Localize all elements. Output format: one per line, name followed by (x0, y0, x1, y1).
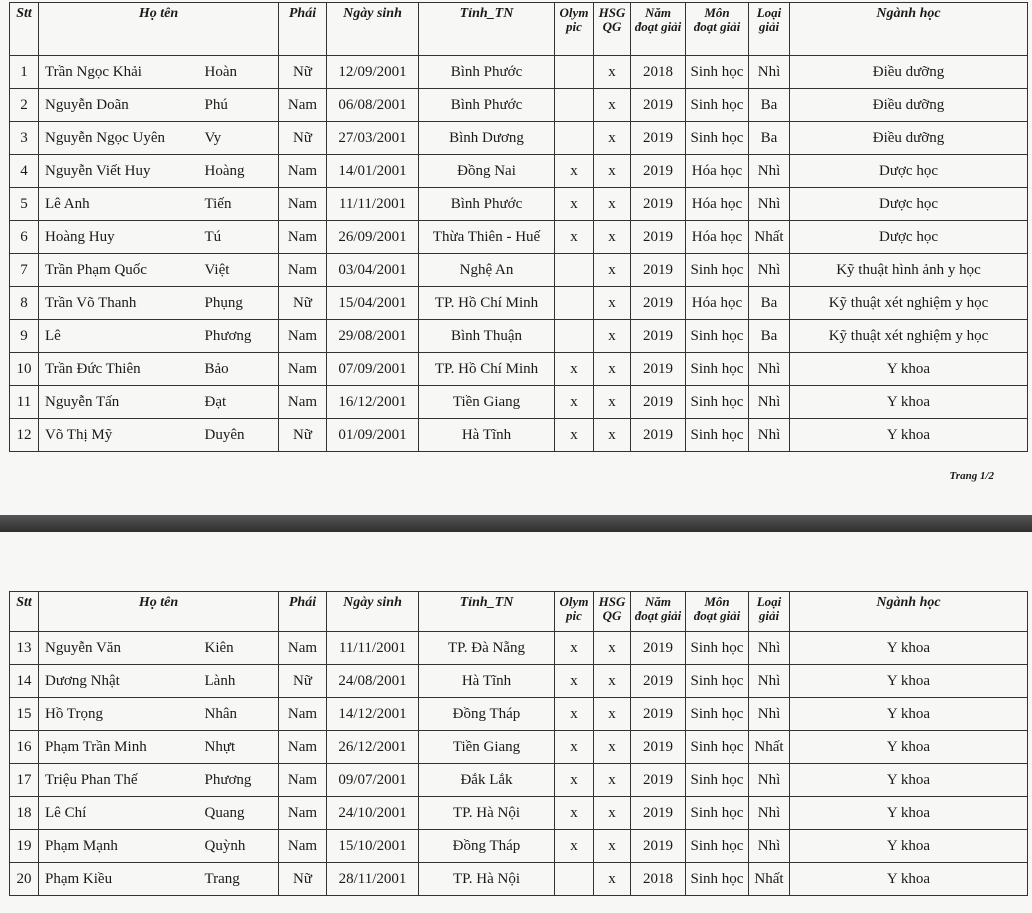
cell-olympic: x (555, 188, 594, 221)
page-divider (0, 515, 1032, 532)
cell-loai: Nhất (749, 731, 790, 764)
cell-ngay-sinh: 12/09/2001 (327, 56, 419, 89)
cell-nam: 2019 (631, 764, 686, 797)
cell-loai: Nhì (749, 155, 790, 188)
cell-ten: Duyên (199, 419, 279, 452)
cell-tinh: Nghệ An (419, 254, 555, 287)
cell-nganh: Điều dưỡng (790, 89, 1028, 122)
cell-stt: 11 (10, 386, 39, 419)
cell-olympic: x (555, 764, 594, 797)
cell-ngay-sinh: 07/09/2001 (327, 353, 419, 386)
cell-loai: Nhì (749, 698, 790, 731)
cell-mon: Sinh học (686, 863, 749, 896)
cell-ho: Nguyễn Tấn (39, 386, 199, 419)
table-row (10, 632, 1028, 665)
document-page-2 (0, 532, 1032, 913)
cell-stt: 19 (10, 830, 39, 863)
cell-ten: Tú (199, 221, 279, 254)
cell-mon: Sinh học (686, 632, 749, 665)
cell-stt: 2 (10, 89, 39, 122)
header-phai: Phái (279, 3, 327, 56)
cell-loai: Nhì (749, 56, 790, 89)
table-row (10, 188, 1028, 221)
cell-nam: 2019 (631, 89, 686, 122)
header-mon: Môn đoạt giải (686, 3, 749, 56)
header-olympic: Olym pic (555, 3, 594, 56)
cell-phai: Nam (279, 221, 327, 254)
cell-nam: 2019 (631, 386, 686, 419)
header-ho-ten: Họ tên (39, 592, 279, 632)
cell-mon: Hóa học (686, 188, 749, 221)
cell-tinh: TP. Hồ Chí Minh (419, 287, 555, 320)
cell-ho: Lê Chí (39, 797, 199, 830)
cell-tinh: TP. Hà Nội (419, 863, 555, 896)
cell-nam: 2019 (631, 665, 686, 698)
cell-olympic: x (555, 353, 594, 386)
cell-tinh: Tiền Giang (419, 731, 555, 764)
cell-ngay-sinh: 11/11/2001 (327, 188, 419, 221)
cell-nam: 2019 (631, 254, 686, 287)
cell-loai: Nhì (749, 353, 790, 386)
cell-phai: Nữ (279, 419, 327, 452)
cell-olympic: x (555, 632, 594, 665)
table-row (10, 287, 1028, 320)
cell-tinh: Đắk Lắk (419, 764, 555, 797)
cell-ho: Nguyễn Ngọc Uyên (39, 122, 199, 155)
table-header-row (10, 592, 1028, 632)
cell-ngay-sinh: 29/08/2001 (327, 320, 419, 353)
cell-loai: Nhì (749, 188, 790, 221)
cell-olympic (555, 122, 594, 155)
cell-hsg: x (594, 632, 631, 665)
table-body-page-1 (10, 56, 1028, 452)
table-row (10, 830, 1028, 863)
cell-ngay-sinh: 14/01/2001 (327, 155, 419, 188)
cell-ten: Việt (199, 254, 279, 287)
cell-phai: Nam (279, 764, 327, 797)
cell-ho: Trần Phạm Quốc (39, 254, 199, 287)
cell-nganh: Y khoa (790, 353, 1028, 386)
cell-ten: Nhựt (199, 731, 279, 764)
cell-ngay-sinh: 24/10/2001 (327, 797, 419, 830)
cell-hsg: x (594, 56, 631, 89)
cell-stt: 14 (10, 665, 39, 698)
cell-nam: 2019 (631, 731, 686, 764)
cell-olympic: x (555, 797, 594, 830)
cell-nam: 2019 (631, 797, 686, 830)
cell-olympic (555, 254, 594, 287)
cell-phai: Nam (279, 830, 327, 863)
cell-phai: Nam (279, 386, 327, 419)
cell-stt: 6 (10, 221, 39, 254)
cell-stt: 17 (10, 764, 39, 797)
cell-phai: Nam (279, 155, 327, 188)
cell-nam: 2019 (631, 221, 686, 254)
table-row (10, 665, 1028, 698)
cell-ten: Phương (199, 764, 279, 797)
header-hsg: HSG QG (594, 592, 631, 632)
header-stt: Stt (10, 592, 39, 632)
cell-phai: Nam (279, 353, 327, 386)
cell-loai: Nhất (749, 863, 790, 896)
cell-ho: Nguyễn Văn (39, 632, 199, 665)
cell-nam: 2019 (631, 419, 686, 452)
cell-tinh: Hà Tĩnh (419, 419, 555, 452)
table-row (10, 353, 1028, 386)
header-loai: Loại giải (749, 3, 790, 56)
table-row (10, 764, 1028, 797)
cell-phai: Nữ (279, 122, 327, 155)
cell-olympic: x (555, 419, 594, 452)
cell-ten: Hoàng (199, 155, 279, 188)
header-nam: Năm đoạt giải (631, 3, 686, 56)
header-tinh: Tỉnh_TN (419, 592, 555, 632)
cell-ho: Võ Thị Mỹ (39, 419, 199, 452)
cell-phai: Nam (279, 698, 327, 731)
cell-phai: Nữ (279, 665, 327, 698)
header-stt: Stt (10, 3, 39, 56)
cell-tinh: TP. Hà Nội (419, 797, 555, 830)
table-header-row (10, 3, 1028, 56)
cell-mon: Sinh học (686, 764, 749, 797)
cell-mon: Sinh học (686, 665, 749, 698)
cell-stt: 4 (10, 155, 39, 188)
cell-stt: 13 (10, 632, 39, 665)
cell-loai: Ba (749, 122, 790, 155)
cell-mon: Hóa học (686, 221, 749, 254)
cell-ten: Phụng (199, 287, 279, 320)
cell-hsg: x (594, 320, 631, 353)
cell-ngay-sinh: 15/04/2001 (327, 287, 419, 320)
cell-mon: Sinh học (686, 56, 749, 89)
table-row (10, 731, 1028, 764)
cell-phai: Nam (279, 188, 327, 221)
cell-ngay-sinh: 11/11/2001 (327, 632, 419, 665)
cell-phai: Nữ (279, 287, 327, 320)
cell-stt: 9 (10, 320, 39, 353)
cell-phai: Nam (279, 254, 327, 287)
cell-mon: Sinh học (686, 698, 749, 731)
cell-nganh: Y khoa (790, 797, 1028, 830)
cell-stt: 5 (10, 188, 39, 221)
cell-nam: 2019 (631, 122, 686, 155)
cell-mon: Sinh học (686, 419, 749, 452)
cell-ten: Nhân (199, 698, 279, 731)
cell-nam: 2018 (631, 56, 686, 89)
table-row (10, 419, 1028, 452)
cell-loai: Nhì (749, 254, 790, 287)
cell-ten: Hoàn (199, 56, 279, 89)
cell-nam: 2019 (631, 698, 686, 731)
cell-nganh: Dược học (790, 221, 1028, 254)
cell-ngay-sinh: 26/09/2001 (327, 221, 419, 254)
cell-ngay-sinh: 01/09/2001 (327, 419, 419, 452)
cell-ho: Lê Anh (39, 188, 199, 221)
cell-nam: 2019 (631, 287, 686, 320)
cell-ngay-sinh: 28/11/2001 (327, 863, 419, 896)
cell-ten: Trang (199, 863, 279, 896)
cell-tinh: Bình Phước (419, 188, 555, 221)
cell-nganh: Kỹ thuật xét nghiệm y học (790, 287, 1028, 320)
cell-nganh: Y khoa (790, 764, 1028, 797)
cell-nganh: Y khoa (790, 698, 1028, 731)
cell-olympic (555, 89, 594, 122)
cell-nam: 2019 (631, 155, 686, 188)
cell-ten: Phú (199, 89, 279, 122)
cell-hsg: x (594, 353, 631, 386)
cell-mon: Sinh học (686, 254, 749, 287)
cell-hsg: x (594, 221, 631, 254)
cell-ho: Trần Ngọc Khải (39, 56, 199, 89)
cell-tinh: TP. Hồ Chí Minh (419, 353, 555, 386)
table-row (10, 89, 1028, 122)
cell-ho: Lê (39, 320, 199, 353)
cell-ten: Bảo (199, 353, 279, 386)
table-row (10, 863, 1028, 896)
cell-ho: Hồ Trọng (39, 698, 199, 731)
cell-nam: 2019 (631, 353, 686, 386)
cell-hsg: x (594, 419, 631, 452)
cell-tinh: Đồng Tháp (419, 698, 555, 731)
header-phai: Phái (279, 592, 327, 632)
cell-stt: 20 (10, 863, 39, 896)
cell-ho: Hoàng Huy (39, 221, 199, 254)
header-tinh: Tỉnh_TN (419, 3, 555, 56)
cell-hsg: x (594, 155, 631, 188)
header-nganh: Ngành học (790, 592, 1028, 632)
cell-ngay-sinh: 16/12/2001 (327, 386, 419, 419)
table-row (10, 155, 1028, 188)
cell-ten: Tiến (199, 188, 279, 221)
cell-nganh: Dược học (790, 155, 1028, 188)
header-nam: Năm đoạt giải (631, 592, 686, 632)
cell-ngay-sinh: 15/10/2001 (327, 830, 419, 863)
cell-loai: Nhì (749, 797, 790, 830)
cell-phai: Nam (279, 731, 327, 764)
awards-table-page-1 (9, 2, 1028, 452)
table-row (10, 320, 1028, 353)
cell-ngay-sinh: 14/12/2001 (327, 698, 419, 731)
cell-hsg: x (594, 89, 631, 122)
cell-hsg: x (594, 386, 631, 419)
cell-hsg: x (594, 863, 631, 896)
cell-nganh: Y khoa (790, 830, 1028, 863)
cell-ho: Trần Võ Thanh (39, 287, 199, 320)
cell-loai: Nhì (749, 632, 790, 665)
table-body-page-2 (10, 632, 1028, 896)
cell-nganh: Y khoa (790, 419, 1028, 452)
cell-ho: Dương Nhật (39, 665, 199, 698)
cell-loai: Nhì (749, 419, 790, 452)
cell-phai: Nữ (279, 56, 327, 89)
awards-table-page-2 (9, 591, 1028, 896)
cell-olympic: x (555, 386, 594, 419)
cell-mon: Sinh học (686, 797, 749, 830)
cell-ngay-sinh: 24/08/2001 (327, 665, 419, 698)
cell-ngay-sinh: 27/03/2001 (327, 122, 419, 155)
cell-hsg: x (594, 764, 631, 797)
cell-mon: Hóa học (686, 155, 749, 188)
cell-loai: Nhì (749, 830, 790, 863)
cell-ten: Vy (199, 122, 279, 155)
cell-tinh: Bình Phước (419, 89, 555, 122)
cell-nganh: Kỹ thuật hình ảnh y học (790, 254, 1028, 287)
cell-olympic: x (555, 155, 594, 188)
table-row (10, 797, 1028, 830)
cell-tinh: TP. Đà Nẵng (419, 632, 555, 665)
cell-ngay-sinh: 26/12/2001 (327, 731, 419, 764)
table-row (10, 386, 1028, 419)
cell-tinh: Tiền Giang (419, 386, 555, 419)
cell-tinh: Bình Dương (419, 122, 555, 155)
cell-tinh: Bình Phước (419, 56, 555, 89)
cell-nganh: Dược học (790, 188, 1028, 221)
cell-mon: Sinh học (686, 830, 749, 863)
cell-hsg: x (594, 287, 631, 320)
cell-ten: Đạt (199, 386, 279, 419)
header-nganh: Ngành học (790, 3, 1028, 56)
cell-nam: 2019 (631, 830, 686, 863)
cell-loai: Ba (749, 320, 790, 353)
cell-mon: Sinh học (686, 353, 749, 386)
cell-ten: Kiên (199, 632, 279, 665)
cell-nam: 2018 (631, 863, 686, 896)
cell-ngay-sinh: 03/04/2001 (327, 254, 419, 287)
cell-nganh: Điều dưỡng (790, 56, 1028, 89)
header-hsg: HSG QG (594, 3, 631, 56)
table-row (10, 221, 1028, 254)
cell-olympic (555, 320, 594, 353)
cell-phai: Nữ (279, 863, 327, 896)
cell-ngay-sinh: 09/07/2001 (327, 764, 419, 797)
cell-ho: Phạm Trần Minh (39, 731, 199, 764)
cell-tinh: Đồng Tháp (419, 830, 555, 863)
header-ngay-sinh: Ngày sinh (327, 3, 419, 56)
cell-nam: 2019 (631, 632, 686, 665)
cell-mon: Sinh học (686, 386, 749, 419)
cell-nganh: Y khoa (790, 863, 1028, 896)
cell-tinh: Đồng Nai (419, 155, 555, 188)
cell-stt: 16 (10, 731, 39, 764)
table-row (10, 122, 1028, 155)
header-olympic: Olym pic (555, 592, 594, 632)
cell-stt: 3 (10, 122, 39, 155)
cell-olympic: x (555, 830, 594, 863)
cell-nganh: Kỹ thuật xét nghiệm y học (790, 320, 1028, 353)
cell-stt: 12 (10, 419, 39, 452)
cell-nganh: Điều dưỡng (790, 122, 1028, 155)
cell-mon: Sinh học (686, 122, 749, 155)
header-ngay-sinh: Ngày sinh (327, 592, 419, 632)
cell-hsg: x (594, 731, 631, 764)
cell-phai: Nam (279, 89, 327, 122)
cell-ho: Phạm Kiều (39, 863, 199, 896)
cell-loai: Nhất (749, 221, 790, 254)
cell-olympic: x (555, 221, 594, 254)
table-row (10, 56, 1028, 89)
cell-ten: Quỳnh (199, 830, 279, 863)
cell-hsg: x (594, 188, 631, 221)
cell-ten: Quang (199, 797, 279, 830)
cell-hsg: x (594, 698, 631, 731)
cell-ho: Nguyễn Viết Huy (39, 155, 199, 188)
cell-ten: Phương (199, 320, 279, 353)
cell-ho: Trần Đức Thiên (39, 353, 199, 386)
header-loai: Loại giải (749, 592, 790, 632)
cell-ho: Triệu Phan Thế (39, 764, 199, 797)
cell-mon: Sinh học (686, 731, 749, 764)
cell-phai: Nam (279, 797, 327, 830)
cell-olympic (555, 56, 594, 89)
cell-stt: 1 (10, 56, 39, 89)
cell-stt: 15 (10, 698, 39, 731)
cell-ho: Nguyễn Doãn (39, 89, 199, 122)
cell-loai: Nhì (749, 665, 790, 698)
cell-ho: Phạm Mạnh (39, 830, 199, 863)
cell-mon: Sinh học (686, 89, 749, 122)
cell-stt: 7 (10, 254, 39, 287)
cell-stt: 10 (10, 353, 39, 386)
header-mon: Môn đoạt giải (686, 592, 749, 632)
cell-loai: Nhì (749, 764, 790, 797)
cell-stt: 18 (10, 797, 39, 830)
cell-hsg: x (594, 665, 631, 698)
cell-loai: Ba (749, 287, 790, 320)
cell-stt: 8 (10, 287, 39, 320)
table-row (10, 698, 1028, 731)
cell-olympic (555, 863, 594, 896)
cell-nganh: Y khoa (790, 665, 1028, 698)
table-row (10, 254, 1028, 287)
page-number: Trang 1/2 (949, 470, 994, 482)
cell-mon: Sinh học (686, 320, 749, 353)
cell-olympic (555, 287, 594, 320)
cell-hsg: x (594, 830, 631, 863)
cell-tinh: Bình Thuận (419, 320, 555, 353)
cell-olympic: x (555, 731, 594, 764)
cell-nam: 2019 (631, 188, 686, 221)
cell-tinh: Hà Tĩnh (419, 665, 555, 698)
cell-phai: Nam (279, 632, 327, 665)
cell-nam: 2019 (631, 320, 686, 353)
cell-nganh: Y khoa (790, 386, 1028, 419)
cell-nganh: Y khoa (790, 632, 1028, 665)
header-ho-ten: Họ tên (39, 3, 279, 56)
cell-loai: Nhì (749, 386, 790, 419)
cell-mon: Hóa học (686, 287, 749, 320)
cell-loai: Ba (749, 89, 790, 122)
cell-phai: Nam (279, 320, 327, 353)
cell-olympic: x (555, 698, 594, 731)
cell-nganh: Y khoa (790, 731, 1028, 764)
cell-hsg: x (594, 797, 631, 830)
cell-hsg: x (594, 254, 631, 287)
cell-tinh: Thừa Thiên - Huế (419, 221, 555, 254)
cell-hsg: x (594, 122, 631, 155)
cell-ten: Lành (199, 665, 279, 698)
cell-olympic: x (555, 665, 594, 698)
cell-ngay-sinh: 06/08/2001 (327, 89, 419, 122)
